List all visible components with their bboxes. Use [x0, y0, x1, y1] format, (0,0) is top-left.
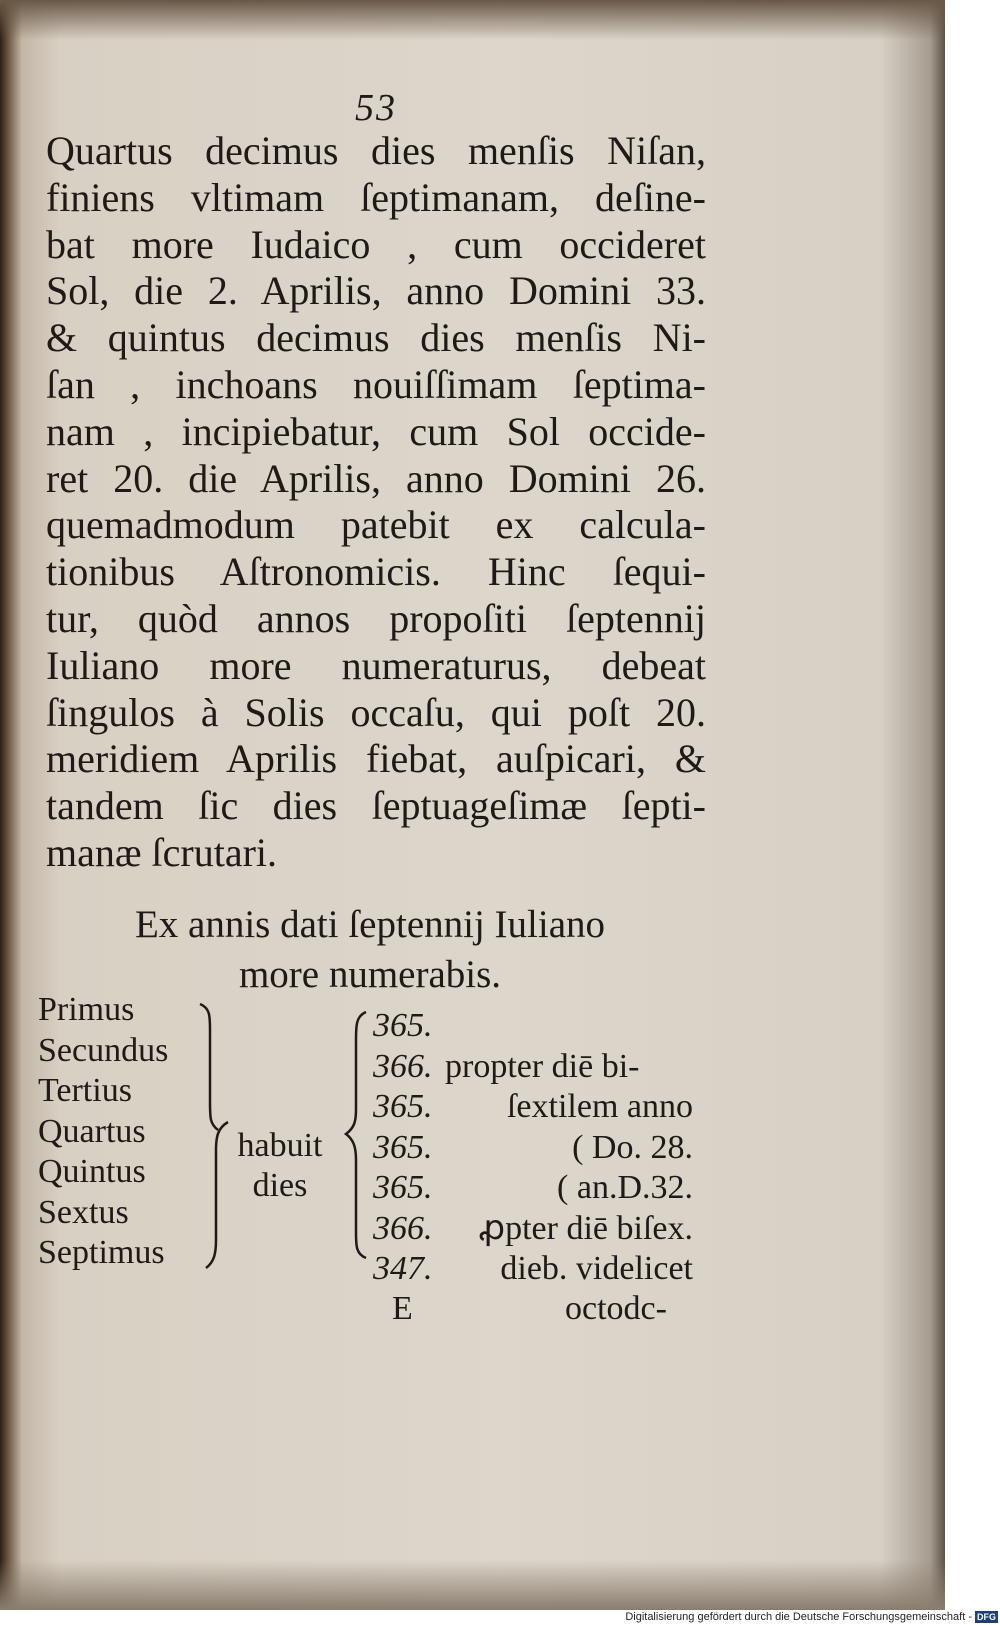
- day-row: [373, 1209, 693, 1250]
- paragraph-line: finiens vltimam ſeptimanam, deſine-: [46, 174, 706, 220]
- page-number: 53: [355, 87, 397, 129]
- brace-first-years: [196, 1002, 220, 1132]
- dies-word: dies: [252, 1167, 308, 1204]
- year-label: Tertius: [38, 1072, 132, 1109]
- heading-line: more numerabis.: [238, 953, 502, 996]
- paragraph-line: & quintus decimus dies menſis Ni-: [46, 315, 706, 361]
- habuit-dies-label: [225, 1126, 335, 1206]
- day-row: [373, 1047, 693, 1088]
- year-list: [38, 990, 168, 1274]
- year-label: Secundus: [38, 1031, 169, 1069]
- paragraph-line: quemadmodum patebit ex calcula-: [46, 502, 706, 548]
- day-row: [373, 1168, 693, 1209]
- paragraph-line: nam , incipiebatur, cum Sol occide-: [46, 408, 706, 454]
- paragraph-line: tionibus Aſtronomicis. Hinc ſequi-: [46, 549, 706, 595]
- paragraph-line: Sol, die 2. Aprilis, anno Domini 33.: [46, 268, 706, 314]
- heading-line: Ex annis dati ſeptennij Iuliano: [134, 903, 606, 946]
- paragraph-line: Quartus decimus dies menſis Niſan,: [46, 128, 706, 173]
- paragraph-line: Iuliano more numeraturus, debeat: [46, 642, 706, 688]
- year-label: Quartus: [38, 1112, 146, 1150]
- day-note: ( an.D.32.: [557, 1169, 693, 1206]
- paragraph-line: tur, quòd annos propoſiti ſeptennij: [46, 595, 706, 641]
- year-label: Primus: [38, 991, 135, 1028]
- day-count: 365.: [373, 1169, 433, 1206]
- day-note: ꝓpter diē biſex.: [478, 1209, 693, 1247]
- day-count: 365.: [373, 1088, 433, 1125]
- brace-days: [336, 1010, 370, 1260]
- day-row: [373, 1249, 693, 1290]
- day-count: 366.: [373, 1209, 433, 1247]
- day-note: propter diē bi-: [445, 1047, 640, 1085]
- day-note: dieb. videlicet: [500, 1250, 693, 1287]
- day-note: [441, 1006, 693, 1047]
- section-heading: [90, 900, 650, 1000]
- day-row: [373, 1006, 693, 1047]
- day-count: 366.: [373, 1047, 433, 1085]
- catchword: octodc-: [565, 1290, 667, 1327]
- paragraph-line: meridiem Aprilis fiebat, auſpicari, &: [46, 736, 706, 782]
- day-count: 365.: [373, 1007, 433, 1044]
- digitization-footer: [600, 1610, 998, 1625]
- day-note: ( Do. 28.: [572, 1128, 693, 1166]
- signature-mark: E: [392, 1290, 413, 1327]
- day-row: [373, 1128, 693, 1169]
- paragraph-line: ſan , inchoans nouiſſimam ſeptima-: [46, 361, 706, 407]
- paragraph-line: manæ ſcrutari.: [46, 829, 278, 875]
- day-note: ſextilem anno: [506, 1088, 693, 1125]
- paragraph-line: tandem ſic dies ſeptuageſimæ ſepti-: [46, 783, 706, 829]
- footer-text: Digitalisierung gefördert durch die Deutsche Forschungsgemeinschaft -: [625, 1611, 972, 1623]
- dfg-logo: DFG: [977, 1612, 996, 1623]
- year-label: Septimus: [38, 1234, 165, 1271]
- day-count: 347.: [373, 1250, 433, 1287]
- day-row: [373, 1087, 693, 1128]
- main-paragraph: [46, 128, 706, 877]
- habuit-word: habuit: [237, 1127, 323, 1164]
- day-count-table: [373, 1006, 693, 1290]
- year-label: Sextus: [38, 1193, 129, 1231]
- page-shadow-bottom: [0, 1560, 945, 1610]
- paragraph-line: ret 20. die Aprilis, anno Domini 26.: [46, 455, 706, 501]
- page-shadow-top: [0, 0, 945, 40]
- paragraph-line: bat more Iudaico , cum occideret: [46, 221, 706, 267]
- paragraph-line: ſingulos à Solis occaſu, qui poſt 20.: [46, 689, 706, 735]
- year-label: Quintus: [38, 1153, 146, 1190]
- day-count: 365.: [373, 1128, 433, 1166]
